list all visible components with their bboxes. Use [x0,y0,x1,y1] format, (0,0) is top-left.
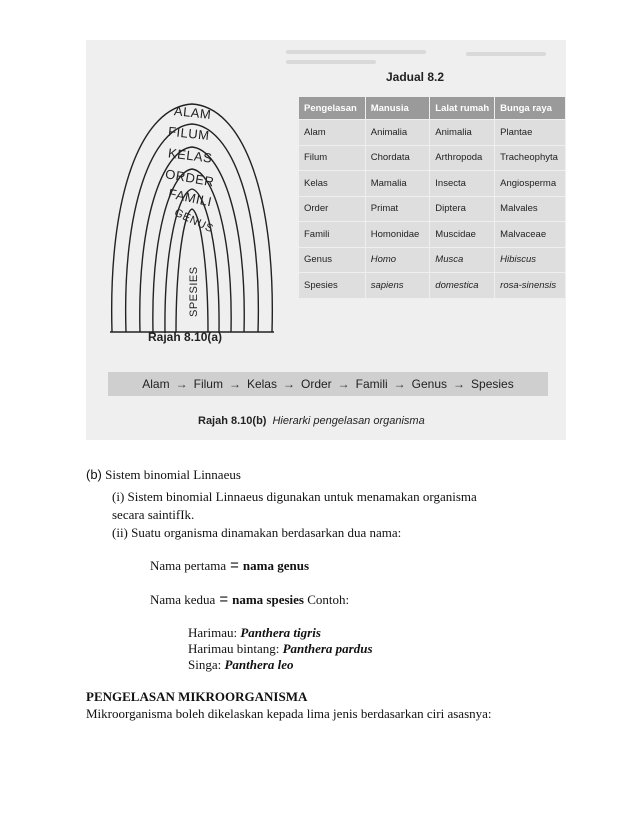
arrow-right-icon: → [282,377,295,391]
table-cell: Tracheophyta [495,145,566,171]
paragraph-line: secara saintifIk. [112,507,195,522]
table-cell: Alam [299,120,366,146]
hierarchy-item: Famili [355,377,388,391]
table-row [299,196,566,222]
table-cell: sapiens [365,273,430,299]
hierarchy-bar [108,372,548,396]
definition-genus [150,558,309,574]
heading-text: Sistem binomial Linnaeus [105,467,241,482]
table-cell: Famili [299,222,366,248]
section-heading-b [86,467,241,483]
table-row [299,247,566,273]
table-cell: Order [299,196,366,222]
example-label: Singa: [188,657,222,672]
faded-text [286,50,426,54]
classification-oval-diagram [102,92,282,337]
table-row [299,145,566,171]
table-cell: rosa-sinensis [495,273,566,299]
list-marker: (b) [86,467,102,482]
paragraph-line: (i) Sistem binomial Linnaeus digunakan untuk menamakan organisma [112,489,477,504]
example-name: Panthera pardus [282,641,373,656]
scanned-figure [86,40,566,440]
table-cell: Homo [365,247,430,273]
equals-sign: = [230,557,239,574]
arrow-right-icon: → [175,377,188,391]
section-title: PENGELASAN MIKROORGANISMA [86,689,308,704]
table-cell: Insecta [430,171,495,197]
definition-label: Nama pertama [150,558,227,573]
column-header: Manusia [365,97,430,120]
example-item [188,657,293,673]
figure-b-label: Rajah 8.10(b) [198,415,267,427]
example-intro: Contoh: [307,592,350,607]
table-cell: Diptera [430,196,495,222]
table-cell: domestica [430,273,495,299]
example-label: Harimau bintang: [188,641,280,656]
figure-b-text: Hierarki pengelasan organisma [272,415,425,427]
hierarchy-item: Genus [411,377,448,391]
paragraph-line: (ii) Suatu organisma dinamakan berdasarkan dua nama: [112,525,402,540]
faded-text [286,60,376,64]
table-cell: Angiosperma [495,171,566,197]
table-row [299,273,566,299]
level-label: ALAM [173,103,213,122]
figure-a-caption: Rajah 8.10(a) [148,330,223,344]
definition-label: Nama kedua [150,592,216,607]
section-text: Mikroorganisma boleh dikelaskan kepada lima jenis berdasarkan ciri asasnya: [86,706,492,721]
table-cell: Spesies [299,273,366,299]
equals-sign: = [219,591,229,608]
table-cell: Animalia [430,120,495,146]
arrow-right-icon: → [228,377,241,391]
table-cell: Filum [299,145,366,171]
level-label: FAMILI [167,185,214,210]
level-label: ORDER [164,166,216,190]
hierarchy-item: Kelas [246,377,277,391]
classification-table [298,96,566,299]
hierarchy-item: Order [300,377,332,391]
arrow-right-icon: → [453,377,466,391]
table-cell: Muscidae [430,222,495,248]
table-cell: Animalia [365,120,430,146]
table-cell: Musca [430,247,495,273]
table-cell: Malvales [495,196,566,222]
hierarchy-item: Spesies [471,377,514,391]
hierarchy-item: Alam [142,377,170,391]
table-cell: Genus [299,247,366,273]
example-label: Harimau: [188,625,238,640]
table-row [299,222,566,248]
figure-b-caption [198,415,425,427]
definition-value: nama genus [242,558,310,573]
level-label: KELAS [167,145,214,166]
definition-spesies [150,592,349,608]
example-item [188,641,373,657]
example-name: Panthera leo [224,657,294,672]
definition-value: nama spesies [232,592,304,607]
table-cell: Plantae [495,120,566,146]
table-row [299,120,566,146]
example-item [188,625,321,641]
column-header: Lalat rumah [430,97,495,120]
hierarchy-item: Filum [193,377,223,391]
faded-text [466,52,546,56]
table-title: Jadual 8.2 [386,70,445,84]
table-row [299,171,566,197]
table-header-row [299,97,566,120]
table-cell: Primat [365,196,430,222]
table-cell: Homonidae [365,222,430,248]
table-cell: Mamalia [365,171,430,197]
level-label: FILUM [167,123,211,143]
level-label: GENUS [172,206,216,236]
arrow-right-icon: → [337,377,350,391]
arrow-right-icon: → [393,377,406,391]
table-cell: Hibiscus [495,247,566,273]
column-header: Bunga raya [495,97,566,120]
table-cell: Arthropoda [430,145,495,171]
example-name: Panthera tigris [240,625,321,640]
level-label: SPESIES [188,266,200,317]
table-cell: Chordata [365,145,430,171]
table-cell: Kelas [299,171,366,197]
column-header: Pengelasan [299,97,366,120]
table-cell: Malvaceae [495,222,566,248]
